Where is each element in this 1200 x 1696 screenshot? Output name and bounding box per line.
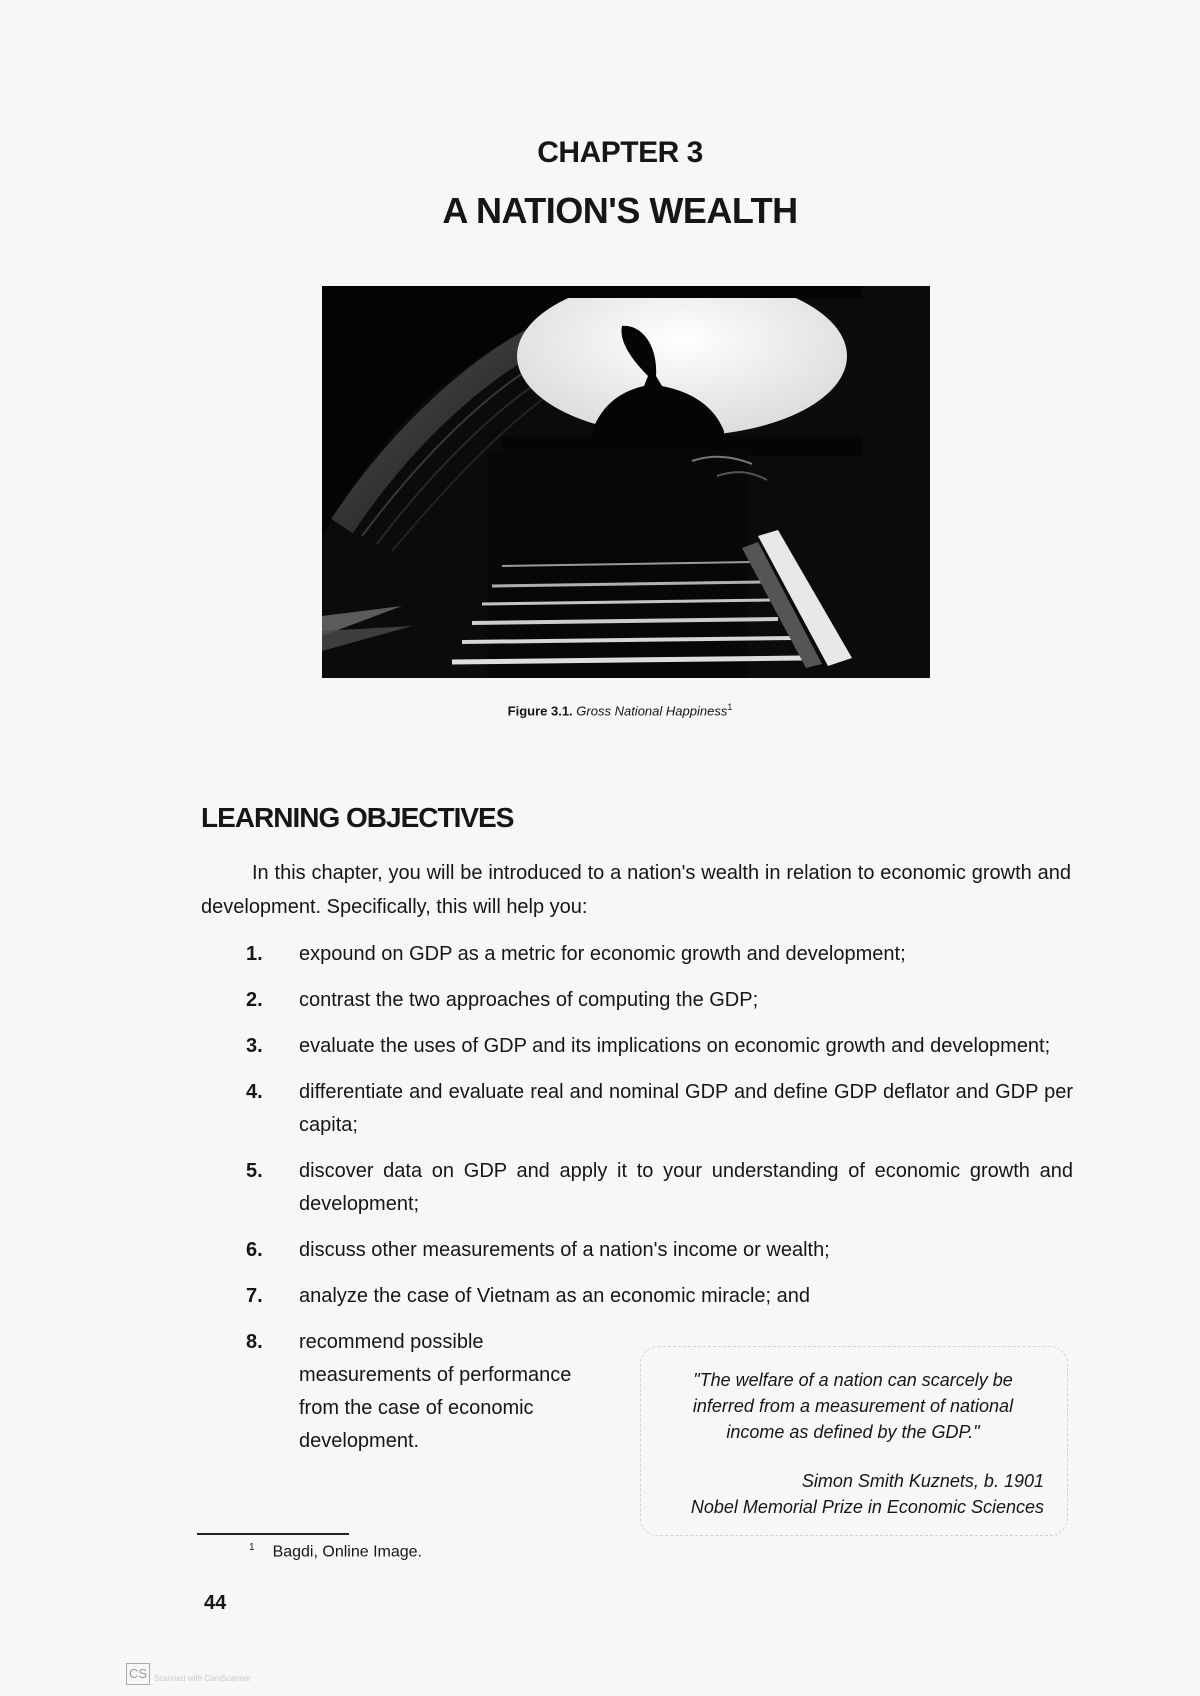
footnote-marker: 1	[249, 1542, 255, 1553]
objective-text: contrast the two approaches of computing the GDP;	[299, 989, 759, 1011]
objective-item	[201, 1076, 1073, 1142]
figure-caption	[0, 702, 1200, 718]
camscanner-watermark-text: Scanned with CamScanner	[154, 1674, 251, 1683]
objective-text: discuss other measurements of a nation's income or wealth;	[299, 1239, 830, 1261]
objective-number: 5.	[246, 1160, 263, 1182]
objective-text: recommend possible measurements of performance from the case of economic development.	[299, 1331, 572, 1452]
page-number: 44	[204, 1592, 227, 1614]
intro-paragraph: In this chapter, you will be introduced to a nation's wealth in relation to economic growth and development. Specifically, this will help you:	[201, 862, 1071, 918]
objective-text: evaluate the uses of GDP and its implications on economic growth and development;	[299, 1035, 1051, 1057]
objective-text: discover data on GDP and apply it to your understanding of economic growth and development;	[299, 1160, 1073, 1215]
objective-item	[201, 984, 1073, 1017]
objective-number: 2.	[246, 989, 263, 1011]
footnote-text: Bagdi, Online Image.	[272, 1543, 422, 1561]
footnote	[249, 1542, 422, 1561]
objective-text: analyze the case of Vietnam as an economic miracle; and	[299, 1285, 811, 1307]
objective-number: 7.	[246, 1285, 263, 1307]
objective-item	[201, 1280, 1073, 1313]
figure-label: Figure 3.1.	[507, 703, 573, 719]
objective-number: 1.	[246, 943, 263, 965]
objective-text: differentiate and evaluate real and nominal GDP and define GDP deflator and GDP per capita;	[299, 1081, 1073, 1136]
footnote-marker: 1	[727, 702, 733, 712]
chapter-number: CHAPTER 3	[537, 136, 703, 169]
objective-item	[201, 1234, 1073, 1267]
quote-affiliation: Nobel Memorial Prize in Economic Sciences	[690, 1497, 1044, 1517]
section-heading: LEARNING OBJECTIVES	[201, 802, 514, 833]
figure-image	[322, 286, 930, 678]
camscanner-logo: CS	[126, 1663, 150, 1685]
footnote-divider	[197, 1533, 349, 1535]
objective-item	[201, 938, 1073, 971]
quote-author: Simon Smith Kuznets, b. 1901	[801, 1471, 1044, 1491]
objective-number: 4.	[246, 1081, 263, 1103]
objective-item	[201, 1030, 1073, 1063]
objective-number: 8.	[246, 1331, 263, 1353]
quote-text: "The welfare of a nation can scarcely be inferred from a measurement of national income as defined by the GDP."	[692, 1370, 1014, 1442]
objective-item	[201, 1155, 1073, 1221]
objective-number: 6.	[246, 1239, 263, 1261]
quote-attribution	[650, 1468, 1044, 1520]
objective-text: expound on GDP as a metric for economic growth and development;	[299, 943, 906, 965]
figure-title: Gross National Happiness	[576, 703, 728, 719]
chapter-title: A NATION'S WEALTH	[442, 190, 798, 231]
objective-number: 3.	[246, 1035, 263, 1057]
